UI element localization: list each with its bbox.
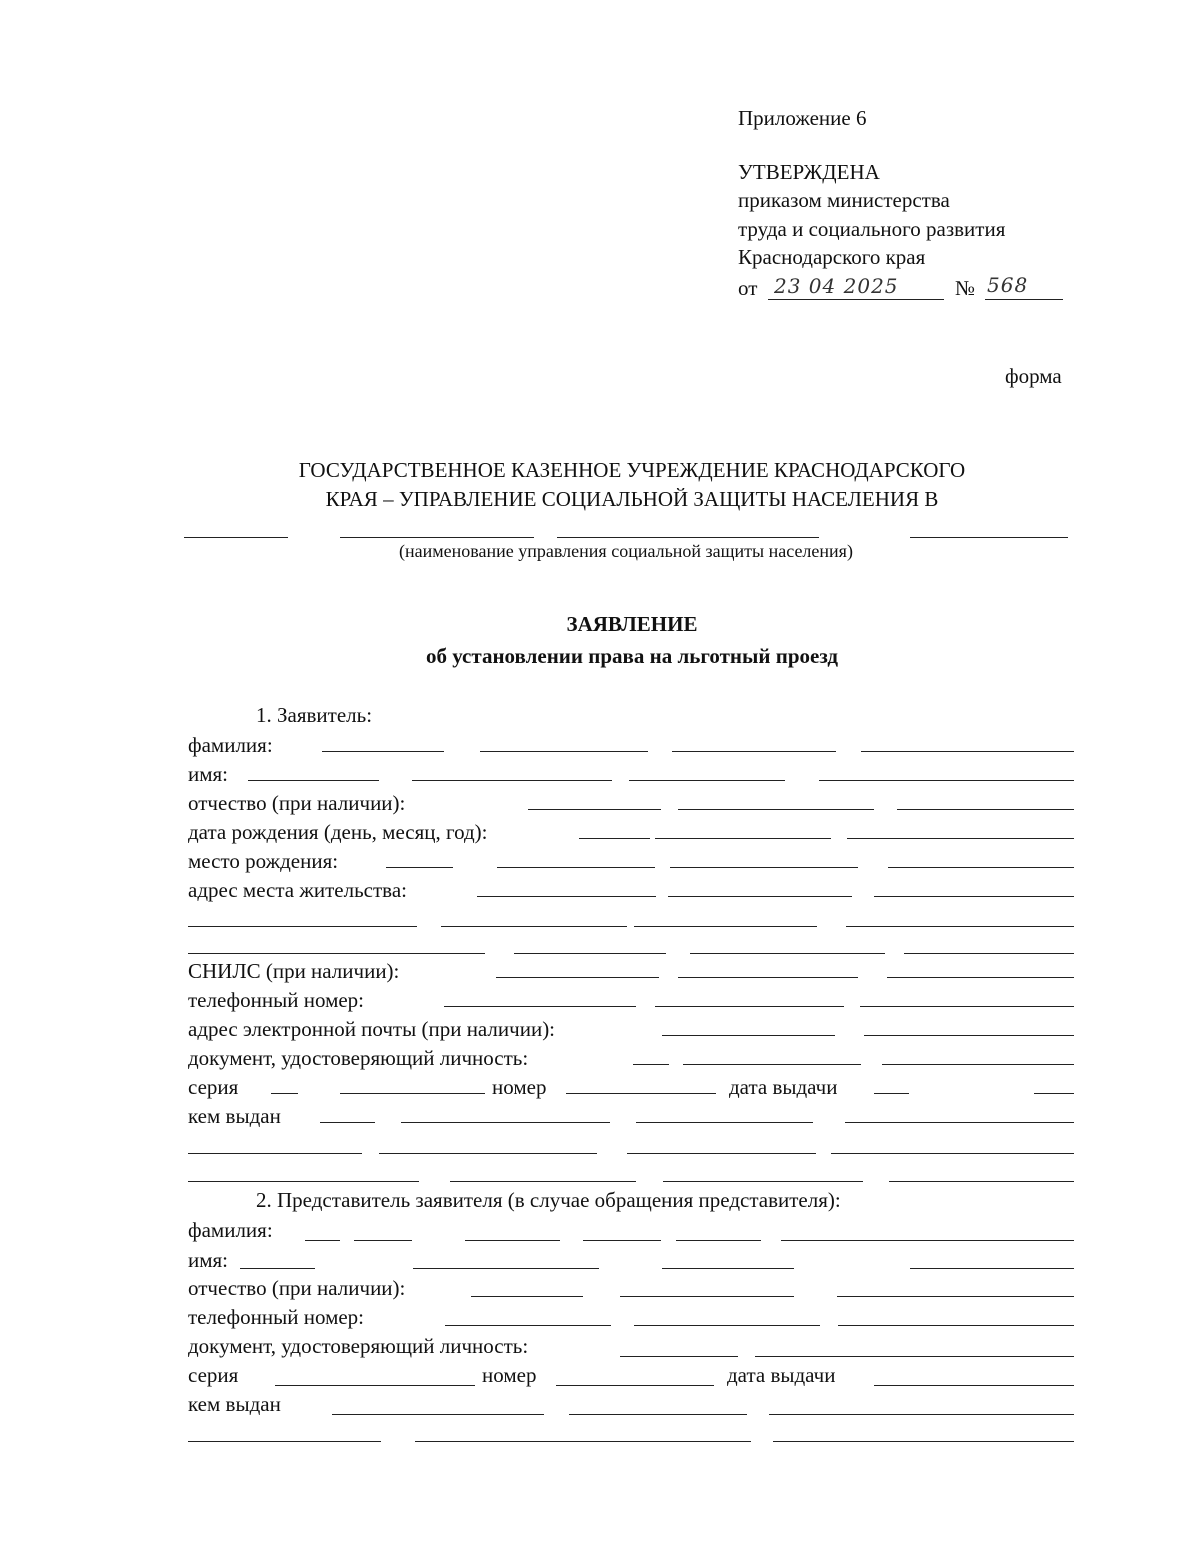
applicant-id-doc-field[interactable] <box>683 1064 861 1065</box>
order-line-2: труда и социального развития <box>738 217 1006 241</box>
applicant-name-field[interactable] <box>248 780 379 781</box>
applicant-surname-field[interactable] <box>861 751 1074 752</box>
order-line-3: Краснодарского края <box>738 245 926 269</box>
applicant-patronymic-label: отчество (при наличии): <box>188 791 406 815</box>
representative-issue-date-label: дата выдачи <box>727 1363 836 1387</box>
applicant-issued-by-field[interactable] <box>450 1181 636 1182</box>
applicant-snils-field[interactable] <box>678 977 858 978</box>
representative-phone-label: телефонный номер: <box>188 1305 365 1329</box>
applicant-surname-field[interactable] <box>322 751 444 752</box>
representative-surname-field[interactable] <box>465 1240 560 1241</box>
representative-issued-by-field[interactable] <box>569 1414 747 1415</box>
institution-blank <box>910 537 1068 538</box>
appendix-label: Приложение 6 <box>738 106 867 130</box>
applicant-phone-field[interactable] <box>655 1006 844 1007</box>
applicant-issued-by-label: кем выдан <box>188 1104 281 1128</box>
applicant-address-field[interactable] <box>441 926 627 927</box>
applicant-number-label: номер <box>492 1075 547 1099</box>
institution-line-1: ГОСУДАРСТВЕННОЕ КАЗЕННОЕ УЧРЕЖДЕНИЕ КРАСНОДАРСКОГО <box>298 458 966 482</box>
applicant-issued-by-field[interactable] <box>188 1153 362 1154</box>
applicant-patronymic-field[interactable] <box>897 809 1074 810</box>
applicant-issued-by-field[interactable] <box>889 1181 1074 1182</box>
applicant-name-field[interactable] <box>819 780 1074 781</box>
applicant-issued-by-field[interactable] <box>320 1122 375 1123</box>
representative-patronymic-field[interactable] <box>837 1296 1074 1297</box>
applicant-address-field[interactable] <box>188 953 485 954</box>
representative-surname-label: фамилия: <box>188 1218 273 1242</box>
applicant-birthplace-label: место рождения: <box>188 849 339 873</box>
applicant-issued-by-field[interactable] <box>379 1153 597 1154</box>
applicant-snils-label: СНИЛС (при наличии): <box>188 959 400 983</box>
applicant-address-field[interactable] <box>188 926 417 927</box>
representative-surname-field[interactable] <box>305 1240 340 1241</box>
applicant-id-doc-label: документ, удостоверяющий личность: <box>188 1046 529 1070</box>
applicant-address-field[interactable] <box>514 953 666 954</box>
representative-issued-by-field[interactable] <box>769 1414 1074 1415</box>
applicant-issued-by-field[interactable] <box>636 1122 813 1123</box>
representative-series-field[interactable] <box>275 1385 475 1386</box>
representative-issued-by-field[interactable] <box>773 1441 1074 1442</box>
order-date-value: 23 04 2025 <box>774 274 899 298</box>
representative-phone-field[interactable] <box>445 1325 611 1326</box>
representative-series-label: серия <box>188 1363 239 1387</box>
applicant-address-field[interactable] <box>668 896 852 897</box>
document-title: ЗАЯВЛЕНИЕ <box>566 612 698 636</box>
representative-issued-by-label: кем выдан <box>188 1392 281 1416</box>
representative-surname-field[interactable] <box>583 1240 661 1241</box>
document-subtitle: об установлении права на льготный проезд <box>425 644 839 668</box>
institution-blank <box>557 537 819 538</box>
applicant-name-field[interactable] <box>412 780 612 781</box>
institution-line-2: КРАЯ – УПРАВЛЕНИЕ СОЦИАЛЬНОЙ ЗАЩИТЫ НАСЕЛЕНИЯ В <box>325 487 939 511</box>
representative-surname-field[interactable] <box>676 1240 761 1241</box>
representative-patronymic-field[interactable] <box>471 1296 583 1297</box>
form-label: форма <box>1005 364 1062 388</box>
order-date-underline <box>768 299 944 300</box>
applicant-series-label: серия <box>188 1075 239 1099</box>
applicant-address-field[interactable] <box>846 926 1074 927</box>
representative-issued-by-field[interactable] <box>332 1414 544 1415</box>
applicant-issued-by-field[interactable] <box>627 1153 816 1154</box>
representative-id-doc-field[interactable] <box>755 1356 1074 1357</box>
applicant-snils-field[interactable] <box>887 977 1074 978</box>
representative-surname-field[interactable] <box>781 1240 1074 1241</box>
representative-name-field[interactable] <box>662 1268 794 1269</box>
applicant-issue-date-field[interactable] <box>874 1093 909 1094</box>
applicant-id-doc-field[interactable] <box>882 1064 1074 1065</box>
applicant-birthplace-field[interactable] <box>497 867 655 868</box>
applicant-address-field[interactable] <box>904 953 1074 954</box>
applicant-phone-field[interactable] <box>444 1006 636 1007</box>
applicant-series-field[interactable] <box>271 1093 298 1094</box>
applicant-email-label: адрес электронной почты (при наличии): <box>188 1017 556 1041</box>
representative-surname-field[interactable] <box>354 1240 412 1241</box>
applicant-issued-by-field[interactable] <box>831 1153 1074 1154</box>
applicant-email-field[interactable] <box>662 1035 835 1036</box>
applicant-issue-date-label: дата выдачи <box>729 1075 838 1099</box>
representative-name-field[interactable] <box>910 1268 1074 1269</box>
applicant-birthdate-field[interactable] <box>579 838 650 839</box>
representative-issue-date-field[interactable] <box>874 1385 1074 1386</box>
applicant-issued-by-field[interactable] <box>188 1181 419 1182</box>
applicant-name-field[interactable] <box>629 780 785 781</box>
applicant-surname-field[interactable] <box>672 751 836 752</box>
applicant-birthdate-field[interactable] <box>655 838 831 839</box>
representative-name-field[interactable] <box>240 1268 315 1269</box>
institution-blank <box>184 537 288 538</box>
applicant-issued-by-field[interactable] <box>401 1122 610 1123</box>
institution-caption: (наименование управления социальной защиты населения) <box>399 541 853 561</box>
applicant-phone-field[interactable] <box>860 1006 1074 1007</box>
applicant-surname-label: фамилия: <box>188 733 273 757</box>
applicant-issue-date-field[interactable] <box>1034 1093 1074 1094</box>
applicant-heading: 1. Заявитель: <box>256 703 373 727</box>
representative-number-label: номер <box>482 1363 537 1387</box>
approved-label: УТВЕРЖДЕНА <box>738 160 880 184</box>
applicant-birthplace-field[interactable] <box>888 867 1074 868</box>
applicant-email-field[interactable] <box>864 1035 1074 1036</box>
applicant-surname-field[interactable] <box>480 751 648 752</box>
applicant-birthdate-field[interactable] <box>847 838 1074 839</box>
representative-name-label: имя: <box>188 1248 229 1272</box>
applicant-address-field[interactable] <box>690 953 885 954</box>
representative-issued-by-field[interactable] <box>415 1441 751 1442</box>
representative-phone-field[interactable] <box>634 1325 820 1326</box>
applicant-address-field[interactable] <box>477 896 656 897</box>
applicant-patronymic-field[interactable] <box>528 809 661 810</box>
applicant-patronymic-field[interactable] <box>678 809 874 810</box>
order-date-prefix: от <box>738 276 758 300</box>
order-number-underline <box>985 299 1063 300</box>
representative-patronymic-label: отчество (при наличии): <box>188 1276 406 1300</box>
order-number-prefix: № <box>955 276 976 300</box>
representative-patronymic-field[interactable] <box>620 1296 794 1297</box>
applicant-address-field[interactable] <box>634 926 817 927</box>
applicant-number-field[interactable] <box>566 1093 716 1094</box>
applicant-birthplace-field[interactable] <box>386 867 453 868</box>
representative-name-field[interactable] <box>413 1268 599 1269</box>
institution-blank <box>340 537 534 538</box>
applicant-phone-label: телефонный номер: <box>188 988 365 1012</box>
representative-phone-field[interactable] <box>838 1325 1074 1326</box>
applicant-address-field[interactable] <box>874 896 1074 897</box>
applicant-address-label: адрес места жительства: <box>188 878 407 902</box>
applicant-issued-by-field[interactable] <box>845 1122 1074 1123</box>
representative-id-doc-field[interactable] <box>620 1356 738 1357</box>
representative-number-field[interactable] <box>556 1385 714 1386</box>
applicant-id-doc-field[interactable] <box>633 1064 669 1065</box>
applicant-issued-by-field[interactable] <box>663 1181 863 1182</box>
order-line-1: приказом министерства <box>738 188 950 212</box>
representative-issued-by-field[interactable] <box>188 1441 381 1442</box>
applicant-birthdate-label: дата рождения (день, месяц, год): <box>188 820 488 844</box>
order-number-value: 568 <box>987 273 1029 297</box>
applicant-series-field[interactable] <box>340 1093 485 1094</box>
applicant-name-label: имя: <box>188 762 229 786</box>
applicant-snils-field[interactable] <box>496 977 659 978</box>
applicant-birthplace-field[interactable] <box>670 867 858 868</box>
representative-heading: 2. Представитель заявителя (в случае обращения представителя): <box>256 1188 841 1212</box>
representative-id-doc-label: документ, удостоверяющий личность: <box>188 1334 529 1358</box>
